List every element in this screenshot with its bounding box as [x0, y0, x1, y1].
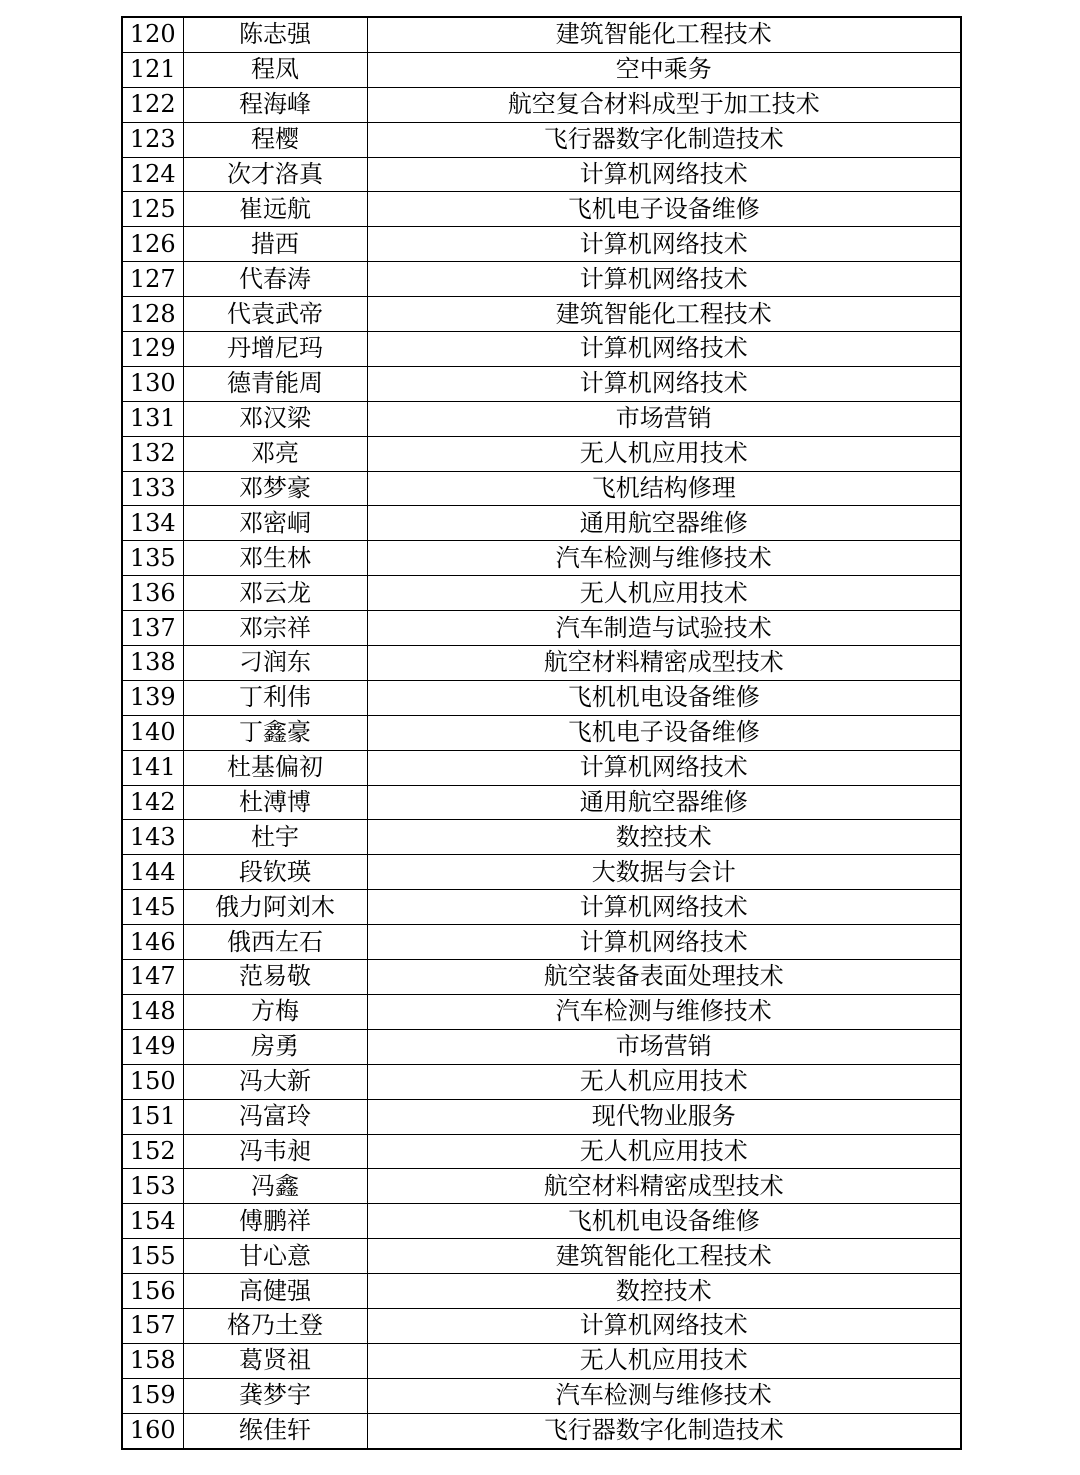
- table-row: [122, 1099, 961, 1134]
- student-name-cell: 邓密峒: [183, 506, 367, 541]
- table-row: [122, 925, 961, 960]
- major-cell: 飞机电子设备维修: [367, 192, 961, 227]
- row-number-cell: 150: [122, 1064, 183, 1099]
- row-number-cell: 136: [122, 576, 183, 611]
- student-name-cell: 程海峰: [183, 87, 367, 122]
- row-number-cell: 142: [122, 785, 183, 820]
- student-name-cell: 杜基偏初: [183, 750, 367, 785]
- row-number-cell: 121: [122, 52, 183, 87]
- row-number-cell: 151: [122, 1099, 183, 1134]
- major-cell: 无人机应用技术: [367, 576, 961, 611]
- row-number-cell: 159: [122, 1378, 183, 1413]
- student-name-cell: 程凤: [183, 52, 367, 87]
- student-name-cell: 丁利伟: [183, 680, 367, 715]
- row-number-cell: 153: [122, 1169, 183, 1204]
- table-row: [122, 611, 961, 646]
- table-row: [122, 436, 961, 471]
- student-name-cell: 次才洛真: [183, 157, 367, 192]
- student-name-cell: 德青能周: [183, 366, 367, 401]
- table-row: [122, 576, 961, 611]
- table-row: [122, 1134, 961, 1169]
- student-name-cell: 方梅: [183, 994, 367, 1029]
- table-row: [122, 52, 961, 87]
- major-cell: 计算机网络技术: [367, 332, 961, 367]
- student-name-cell: 傅鹏祥: [183, 1204, 367, 1239]
- major-cell: 汽车制造与试验技术: [367, 611, 961, 646]
- table-row: [122, 262, 961, 297]
- student-name-cell: 邓亮: [183, 436, 367, 471]
- major-cell: 计算机网络技术: [367, 750, 961, 785]
- major-cell: 航空复合材料成型于加工技术: [367, 87, 961, 122]
- student-name-cell: 邓云龙: [183, 576, 367, 611]
- major-cell: 市场营销: [367, 1029, 961, 1064]
- major-cell: 汽车检测与维修技术: [367, 994, 961, 1029]
- table-row: [122, 1378, 961, 1413]
- table-row: [122, 122, 961, 157]
- row-number-cell: 140: [122, 715, 183, 750]
- row-number-cell: 131: [122, 401, 183, 436]
- row-number-cell: 158: [122, 1343, 183, 1378]
- row-number-cell: 128: [122, 297, 183, 332]
- row-number-cell: 125: [122, 192, 183, 227]
- table-row: [122, 192, 961, 227]
- student-name-cell: 俄力阿刘木: [183, 890, 367, 925]
- row-number-cell: 124: [122, 157, 183, 192]
- student-name-cell: 邓宗祥: [183, 611, 367, 646]
- row-number-cell: 120: [122, 17, 183, 52]
- student-name-cell: 房勇: [183, 1029, 367, 1064]
- table-row: [122, 1204, 961, 1239]
- row-number-cell: 132: [122, 436, 183, 471]
- student-name-cell: 冯富玲: [183, 1099, 367, 1134]
- major-cell: 飞机电子设备维修: [367, 715, 961, 750]
- row-number-cell: 126: [122, 227, 183, 262]
- major-cell: 航空装备表面处理技术: [367, 960, 961, 995]
- row-number-cell: 141: [122, 750, 183, 785]
- table-row: [122, 855, 961, 890]
- table-row: [122, 750, 961, 785]
- table-row: [122, 1064, 961, 1099]
- row-number-cell: 139: [122, 680, 183, 715]
- major-cell: 数控技术: [367, 1274, 961, 1309]
- major-cell: 航空材料精密成型技术: [367, 1169, 961, 1204]
- student-name-cell: 缑佳轩: [183, 1413, 367, 1448]
- table-row: [122, 1343, 961, 1378]
- major-cell: 数控技术: [367, 820, 961, 855]
- row-number-cell: 123: [122, 122, 183, 157]
- student-name-cell: 葛贤祖: [183, 1343, 367, 1378]
- row-number-cell: 133: [122, 471, 183, 506]
- major-cell: 航空材料精密成型技术: [367, 646, 961, 681]
- row-number-cell: 154: [122, 1204, 183, 1239]
- row-number-cell: 134: [122, 506, 183, 541]
- major-cell: 飞机机电设备维修: [367, 680, 961, 715]
- table-row: [122, 994, 961, 1029]
- major-cell: 计算机网络技术: [367, 890, 961, 925]
- row-number-cell: 135: [122, 541, 183, 576]
- row-number-cell: 143: [122, 820, 183, 855]
- student-name-cell: 杜溥博: [183, 785, 367, 820]
- table-row: [122, 1274, 961, 1309]
- table-row: [122, 506, 961, 541]
- student-name-cell: 冯韦昶: [183, 1134, 367, 1169]
- row-number-cell: 160: [122, 1413, 183, 1448]
- table-row: [122, 297, 961, 332]
- major-cell: 飞机结构修理: [367, 471, 961, 506]
- major-cell: 飞机机电设备维修: [367, 1204, 961, 1239]
- student-name-cell: 段钦瑛: [183, 855, 367, 890]
- table-row: [122, 157, 961, 192]
- row-number-cell: 157: [122, 1308, 183, 1343]
- row-number-cell: 147: [122, 960, 183, 995]
- student-name-cell: 陈志强: [183, 17, 367, 52]
- major-cell: 通用航空器维修: [367, 506, 961, 541]
- major-cell: 现代物业服务: [367, 1099, 961, 1134]
- table-row: [122, 541, 961, 576]
- row-number-cell: 122: [122, 87, 183, 122]
- table-row: [122, 87, 961, 122]
- major-cell: 空中乘务: [367, 52, 961, 87]
- row-number-cell: 146: [122, 925, 183, 960]
- row-number-cell: 145: [122, 890, 183, 925]
- table-row: [122, 1413, 961, 1448]
- major-cell: 计算机网络技术: [367, 366, 961, 401]
- table-row: [122, 1029, 961, 1064]
- major-cell: 无人机应用技术: [367, 1343, 961, 1378]
- table-row: [122, 820, 961, 855]
- major-cell: 大数据与会计: [367, 855, 961, 890]
- student-name-cell: 龚梦宇: [183, 1378, 367, 1413]
- student-name-cell: 冯大新: [183, 1064, 367, 1099]
- major-cell: 飞行器数字化制造技术: [367, 1413, 961, 1448]
- major-cell: 计算机网络技术: [367, 157, 961, 192]
- table-row: [122, 471, 961, 506]
- major-cell: 计算机网络技术: [367, 227, 961, 262]
- table-row: [122, 890, 961, 925]
- student-name-cell: 冯鑫: [183, 1169, 367, 1204]
- row-number-cell: 148: [122, 994, 183, 1029]
- table-row: [122, 785, 961, 820]
- major-cell: 建筑智能化工程技术: [367, 17, 961, 52]
- row-number-cell: 144: [122, 855, 183, 890]
- row-number-cell: 149: [122, 1029, 183, 1064]
- row-number-cell: 152: [122, 1134, 183, 1169]
- row-number-cell: 137: [122, 611, 183, 646]
- student-name-cell: 程樱: [183, 122, 367, 157]
- table-row: [122, 715, 961, 750]
- student-name-cell: 范易敬: [183, 960, 367, 995]
- student-name-cell: 邓汉梁: [183, 401, 367, 436]
- row-number-cell: 129: [122, 332, 183, 367]
- table-row: [122, 332, 961, 367]
- student-name-cell: 邓生林: [183, 541, 367, 576]
- student-name-cell: 代袁武帝: [183, 297, 367, 332]
- row-number-cell: 130: [122, 366, 183, 401]
- major-cell: 无人机应用技术: [367, 1134, 961, 1169]
- row-number-cell: 138: [122, 646, 183, 681]
- table-row: [122, 1169, 961, 1204]
- student-name-cell: 刁润东: [183, 646, 367, 681]
- major-cell: 无人机应用技术: [367, 436, 961, 471]
- table-row: [122, 401, 961, 436]
- table-row: [122, 680, 961, 715]
- student-name-cell: 丹增尼玛: [183, 332, 367, 367]
- table-row: [122, 1308, 961, 1343]
- roster-body: [122, 17, 961, 1449]
- table-row: [122, 17, 961, 52]
- row-number-cell: 127: [122, 262, 183, 297]
- major-cell: 无人机应用技术: [367, 1064, 961, 1099]
- major-cell: 建筑智能化工程技术: [367, 297, 961, 332]
- student-name-cell: 杜宇: [183, 820, 367, 855]
- student-name-cell: 代春涛: [183, 262, 367, 297]
- student-name-cell: 格乃土登: [183, 1308, 367, 1343]
- table-row: [122, 646, 961, 681]
- student-name-cell: 措西: [183, 227, 367, 262]
- major-cell: 通用航空器维修: [367, 785, 961, 820]
- student-name-cell: 甘心意: [183, 1239, 367, 1274]
- major-cell: 汽车检测与维修技术: [367, 1378, 961, 1413]
- student-name-cell: 高健强: [183, 1274, 367, 1309]
- table-row: [122, 960, 961, 995]
- student-name-cell: 丁鑫豪: [183, 715, 367, 750]
- table-row: [122, 366, 961, 401]
- table-row: [122, 1239, 961, 1274]
- major-cell: 市场营销: [367, 401, 961, 436]
- student-name-cell: 邓梦豪: [183, 471, 367, 506]
- major-cell: 汽车检测与维修技术: [367, 541, 961, 576]
- major-cell: 建筑智能化工程技术: [367, 1239, 961, 1274]
- roster-table: [121, 16, 962, 1450]
- student-name-cell: 俄西左石: [183, 925, 367, 960]
- student-name-cell: 崔远航: [183, 192, 367, 227]
- major-cell: 计算机网络技术: [367, 1308, 961, 1343]
- major-cell: 飞行器数字化制造技术: [367, 122, 961, 157]
- major-cell: 计算机网络技术: [367, 262, 961, 297]
- table-row: [122, 227, 961, 262]
- row-number-cell: 155: [122, 1239, 183, 1274]
- major-cell: 计算机网络技术: [367, 925, 961, 960]
- row-number-cell: 156: [122, 1274, 183, 1309]
